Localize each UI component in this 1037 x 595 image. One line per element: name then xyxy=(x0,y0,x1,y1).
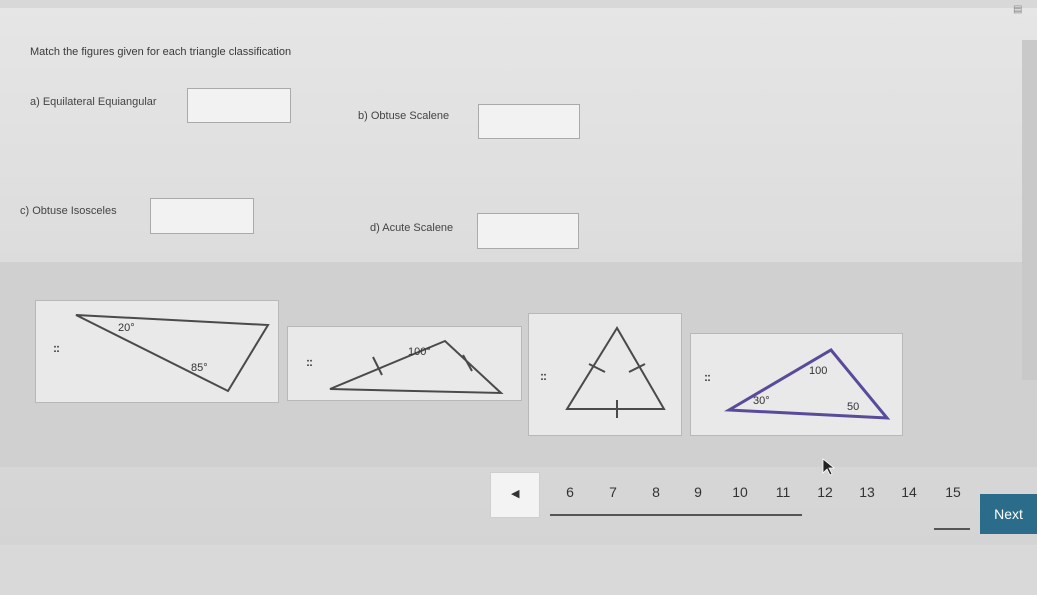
option-b-label: b) Obtuse Scalene xyxy=(358,110,450,122)
page-12-button[interactable]: 12 xyxy=(817,484,833,500)
option-a-label: a) Equilateral Equiangular xyxy=(30,96,157,108)
figure-card-3[interactable] xyxy=(528,313,682,436)
angle-label: 20° xyxy=(118,322,135,334)
option-c-label: c) Obtuse Isosceles xyxy=(20,205,117,217)
answered-underline xyxy=(550,514,802,516)
drop-box-a[interactable] xyxy=(187,88,291,123)
option-d-label: d) Acute Scalene xyxy=(370,222,454,234)
page-13-button[interactable]: 13 xyxy=(859,484,875,500)
angle-label: 100 xyxy=(809,365,828,377)
previous-button[interactable] xyxy=(490,472,540,518)
instruction-text: Match the figures given for each triangle classification xyxy=(30,46,292,58)
drop-box-d[interactable] xyxy=(477,213,579,249)
page-6-button[interactable]: 6 xyxy=(566,484,574,500)
drag-handle-icon[interactable]: :: xyxy=(540,369,546,383)
angle-label: 100° xyxy=(408,346,431,358)
triangle-figure-4 xyxy=(691,334,902,435)
triangle-figure-2 xyxy=(288,327,521,400)
page-15-button[interactable]: 15 xyxy=(945,484,961,500)
next-button[interactable]: Next xyxy=(980,494,1037,534)
page-8-button[interactable]: 8 xyxy=(652,484,660,500)
drag-handle-icon[interactable]: :: xyxy=(704,370,710,384)
current-page-underline xyxy=(934,528,970,530)
question-navigation xyxy=(490,472,980,524)
figure-card-1[interactable] xyxy=(35,300,279,403)
drag-handle-icon[interactable]: :: xyxy=(53,341,59,355)
footer-band xyxy=(0,545,1037,595)
scroll-strip xyxy=(1022,40,1037,380)
menu-icon[interactable]: ▤ xyxy=(1013,4,1023,15)
angle-label: 85° xyxy=(191,362,208,374)
angle-label: 30° xyxy=(753,395,770,407)
triangle-figure-1 xyxy=(36,301,278,402)
page-7-button[interactable]: 7 xyxy=(609,484,617,500)
page-11-button[interactable]: 11 xyxy=(775,484,791,500)
page-9-button[interactable]: 9 xyxy=(694,484,702,500)
top-bar xyxy=(0,0,1037,8)
page-10-button[interactable]: 10 xyxy=(732,484,748,500)
triangle-figure-3 xyxy=(529,314,681,435)
drop-box-c[interactable] xyxy=(150,198,254,234)
figure-card-2[interactable] xyxy=(287,326,522,401)
drag-handle-icon[interactable]: :: xyxy=(306,355,312,369)
page-14-button[interactable]: 14 xyxy=(901,484,917,500)
chevron-left-icon: ◀ xyxy=(511,488,520,500)
angle-label: 50 xyxy=(847,401,860,413)
drop-box-b[interactable] xyxy=(478,104,580,139)
figure-card-4[interactable] xyxy=(690,333,903,436)
